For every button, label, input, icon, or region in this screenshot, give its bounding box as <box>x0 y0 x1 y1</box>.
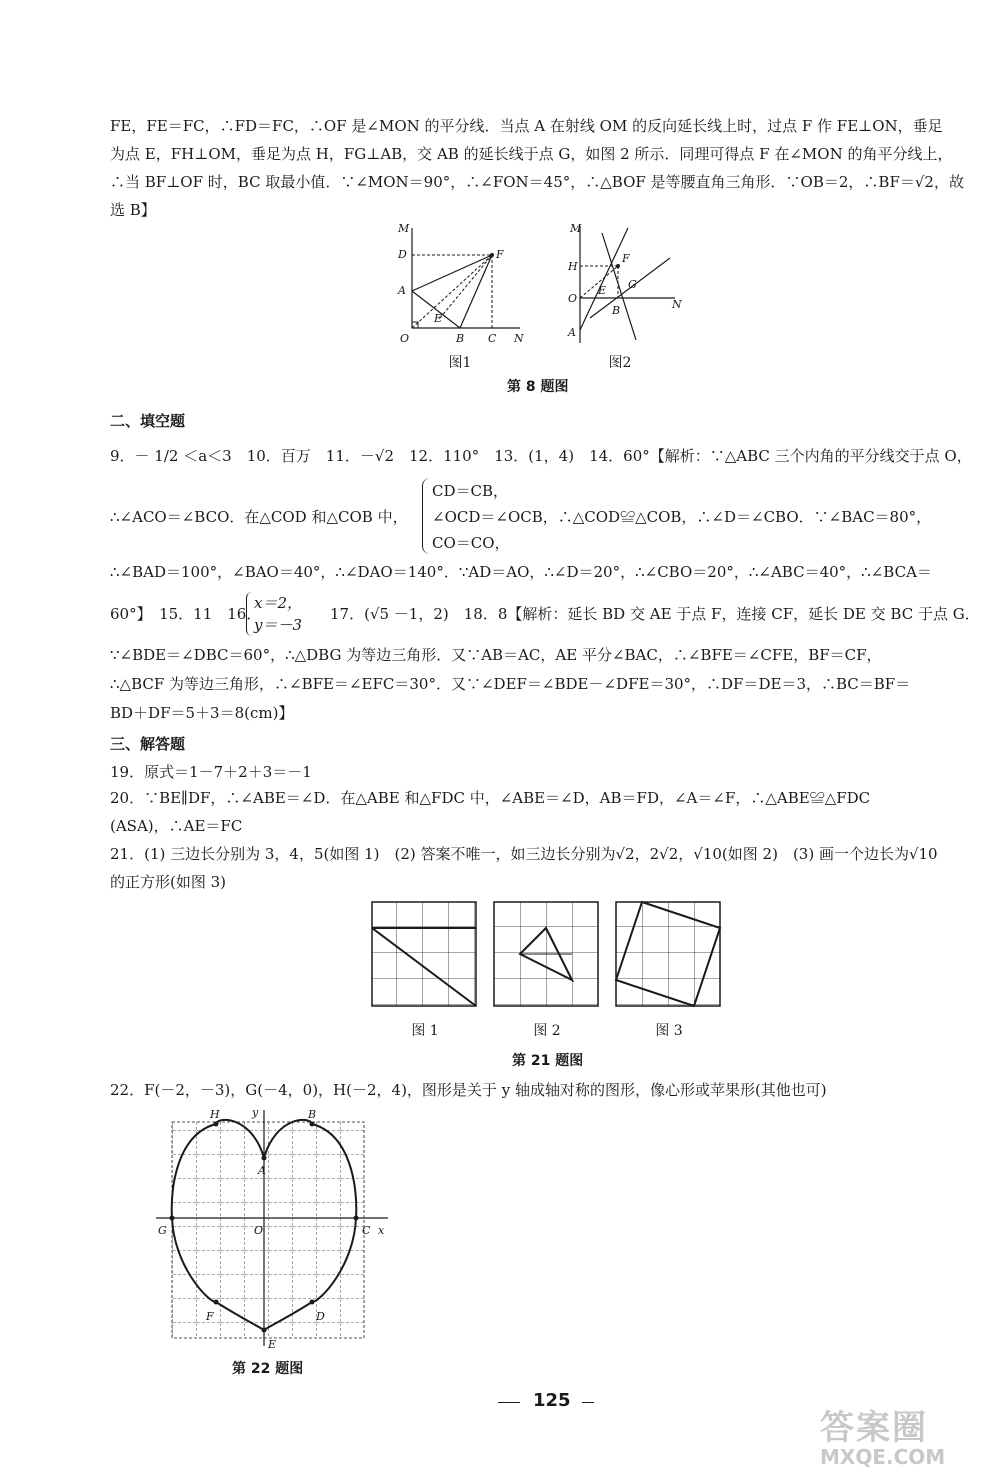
fig21-caption-1: 图 1 <box>411 1023 439 1039</box>
q8-line-3: ∴当 BF⊥OF 时，BC 取最小值．∵∠MON＝90°，∴∠FON＝45°，∴△BOF 是等腰直角三角形．∵OB＝2，∴BF＝√2，故 <box>110 173 964 191</box>
fig22-title: 第 22 题图 <box>232 1361 304 1377</box>
brace-row-2: ∠OCD＝∠OCB，∴△COD≌△COB，∴∠D＝∠CBO．∵∠BAC＝80°， <box>432 508 932 526</box>
fig22-label-x: x <box>378 1224 385 1237</box>
q21-line-2: 的正方形(如图 3) <box>110 873 227 891</box>
fig8b-label-N: N <box>672 298 682 311</box>
fig8b-label-A: A <box>568 326 576 339</box>
fill-line-6: ∴△BCF 为等边三角形，∴∠BFE＝∠EFC＝30°．又∵∠DEF＝∠BDE－∠DFE＝30°，∴DF＝DE＝3，∴BC＝BF＝ <box>110 675 911 693</box>
q21-line-1: 21．(1) 三边长分别为 3，4，5(如图 1) (2) 答案不唯一，如三边长分别为√2，2√2，√10(如图 2) (3) 画一个边长为√10 <box>110 845 938 863</box>
fill-line-1: 9．－ 1/2 ＜a＜3 10．百万 11．－√2 12．110° 13．(1，4) 14．60°【解析：∵△ABC 三个内角的平分线交于点 O， <box>110 447 972 465</box>
page-number-dash-left <box>498 1402 520 1403</box>
fig8-label-E: E <box>434 312 443 325</box>
section-fill-in: 二、填空题 <box>110 412 186 430</box>
q8-line-2: 为点 E，FH⊥OM，垂足为点 H，FG⊥AB，交 AB 的延长线于点 G，如图 2 所示．同理可得点 F 在∠MON 的角平分线上， <box>110 145 953 163</box>
fig8-label-O: O <box>400 332 410 345</box>
fig22-label-A: A <box>258 1164 266 1177</box>
page-number-dash-right <box>582 1402 594 1403</box>
fig8-label-N: N <box>514 332 524 345</box>
fig21-grid-1 <box>372 902 476 1006</box>
q8-line-4: 选 B】 <box>110 201 156 219</box>
fig22-label-G: G <box>158 1224 167 1237</box>
fig8b-label-F: F <box>622 252 630 265</box>
figure-22 <box>148 1106 398 1356</box>
system-row-2: y＝－3 <box>254 616 303 634</box>
fig8b-label-H: H <box>568 260 578 273</box>
q20-line-1: 20．∵BE∥DF，∴∠ABE＝∠D．在△ABE 和△FDC 中，∠ABE＝∠D，AB＝FD，∠A＝∠F，∴△ABE≌△FDC <box>110 789 871 807</box>
fig8b-label-E: E <box>598 284 607 297</box>
q19: 19．原式＝1－7＋2＋3＝－1 <box>110 763 312 781</box>
fig8-label-M: M <box>398 222 410 235</box>
fill-line-2-pre: ∴∠ACO＝∠BCO．在△COD 和△COB 中， <box>110 508 408 526</box>
fig8b-label-M: M <box>570 222 582 235</box>
fig8b-label-O: O <box>568 292 578 305</box>
watermark <box>820 1400 990 1469</box>
system-row-1: x＝2， <box>254 594 303 612</box>
fill-line-4-a: 60°】 15．11 16． <box>110 605 262 623</box>
brace-row-1: CD＝CB， <box>432 482 509 500</box>
fig8b-label-G: G <box>628 278 637 291</box>
q22: 22．F(－2，－3)，G(－4，0)，H(－2，4)，图形是关于 y 轴成轴对称的图形，像心形或苹果形(其他也可) <box>110 1081 827 1099</box>
watermark-cn: 答案圈 <box>820 1408 928 1448</box>
figure-21 <box>370 900 730 1012</box>
fig22-label-D: D <box>316 1310 325 1323</box>
fig21-grid-2 <box>494 902 598 1006</box>
system-brace <box>246 592 253 636</box>
figure-8-diagram-1 <box>397 222 524 345</box>
fig21-caption-2: 图 2 <box>533 1023 561 1039</box>
page-number: 125 <box>533 1390 571 1411</box>
fig8-title: 第 8 题图 <box>507 379 569 395</box>
fill-line-7: BD＋DF＝5＋3＝8(cm)】 <box>110 704 294 722</box>
fig22-label-F: F <box>206 1310 214 1323</box>
fig22-label-E: E <box>268 1338 277 1351</box>
fig22-label-H: H <box>210 1108 220 1121</box>
fig21-grid-3 <box>616 902 720 1006</box>
fig21-caption-3: 图 3 <box>655 1023 683 1039</box>
section-answers: 三、解答题 <box>110 735 186 753</box>
fig8-caption-2: 图2 <box>608 355 632 371</box>
fill-line-4-b: 17．(√5 －1，2) 18．8【解析：延长 BD 交 AE 于点 F，连接 CF，延长 DE 交 BC 于点 G． <box>330 605 980 623</box>
fig8-label-B: B <box>456 332 465 345</box>
fig8-label-C: C <box>488 332 497 345</box>
fig22-label-O: O <box>254 1224 264 1237</box>
fill-line-5: ∵∠BDE＝∠DBC＝60°，∴△DBG 为等边三角形．又∵AB＝AC，AE 平分∠BAC，∴∠BFE＝∠CFE，BF＝CF， <box>110 646 882 664</box>
fig22-label-C: C <box>362 1224 371 1237</box>
fig8b-label-B: B <box>612 304 621 317</box>
brace-block <box>432 478 931 556</box>
fig8-label-F: F <box>496 248 504 261</box>
fill-line-3: ∴∠BAD＝100°，∠BAO＝40°，∴∠DAO＝140°．∵AD＝AO，∴∠D＝20°，∴∠CBO＝20°，∴∠ABC＝40°，∴∠BCA＝ <box>110 563 932 581</box>
watermark-en: MXQE.COM <box>820 1445 946 1469</box>
figure-8-diagram-2 <box>567 222 682 343</box>
fig22-label-B: B <box>308 1108 317 1121</box>
fig8-label-D: D <box>398 248 407 261</box>
system-block <box>254 592 302 636</box>
fig22-label-y: y <box>252 1106 259 1119</box>
fig21-title: 第 21 题图 <box>512 1053 584 1069</box>
fig8-caption-1: 图1 <box>448 355 472 371</box>
q20-line-2: (ASA)，∴AE＝FC <box>110 817 243 835</box>
brace-row-3: CO＝CO， <box>432 534 510 552</box>
fig8-label-A: A <box>398 284 406 297</box>
q8-line-1: FE，FE＝FC，∴FD＝FC，∴OF 是∠MON 的平分线．当点 A 在射线 OM 的反向延长线上时，过点 F 作 FE⊥ON，垂足 <box>110 117 943 135</box>
